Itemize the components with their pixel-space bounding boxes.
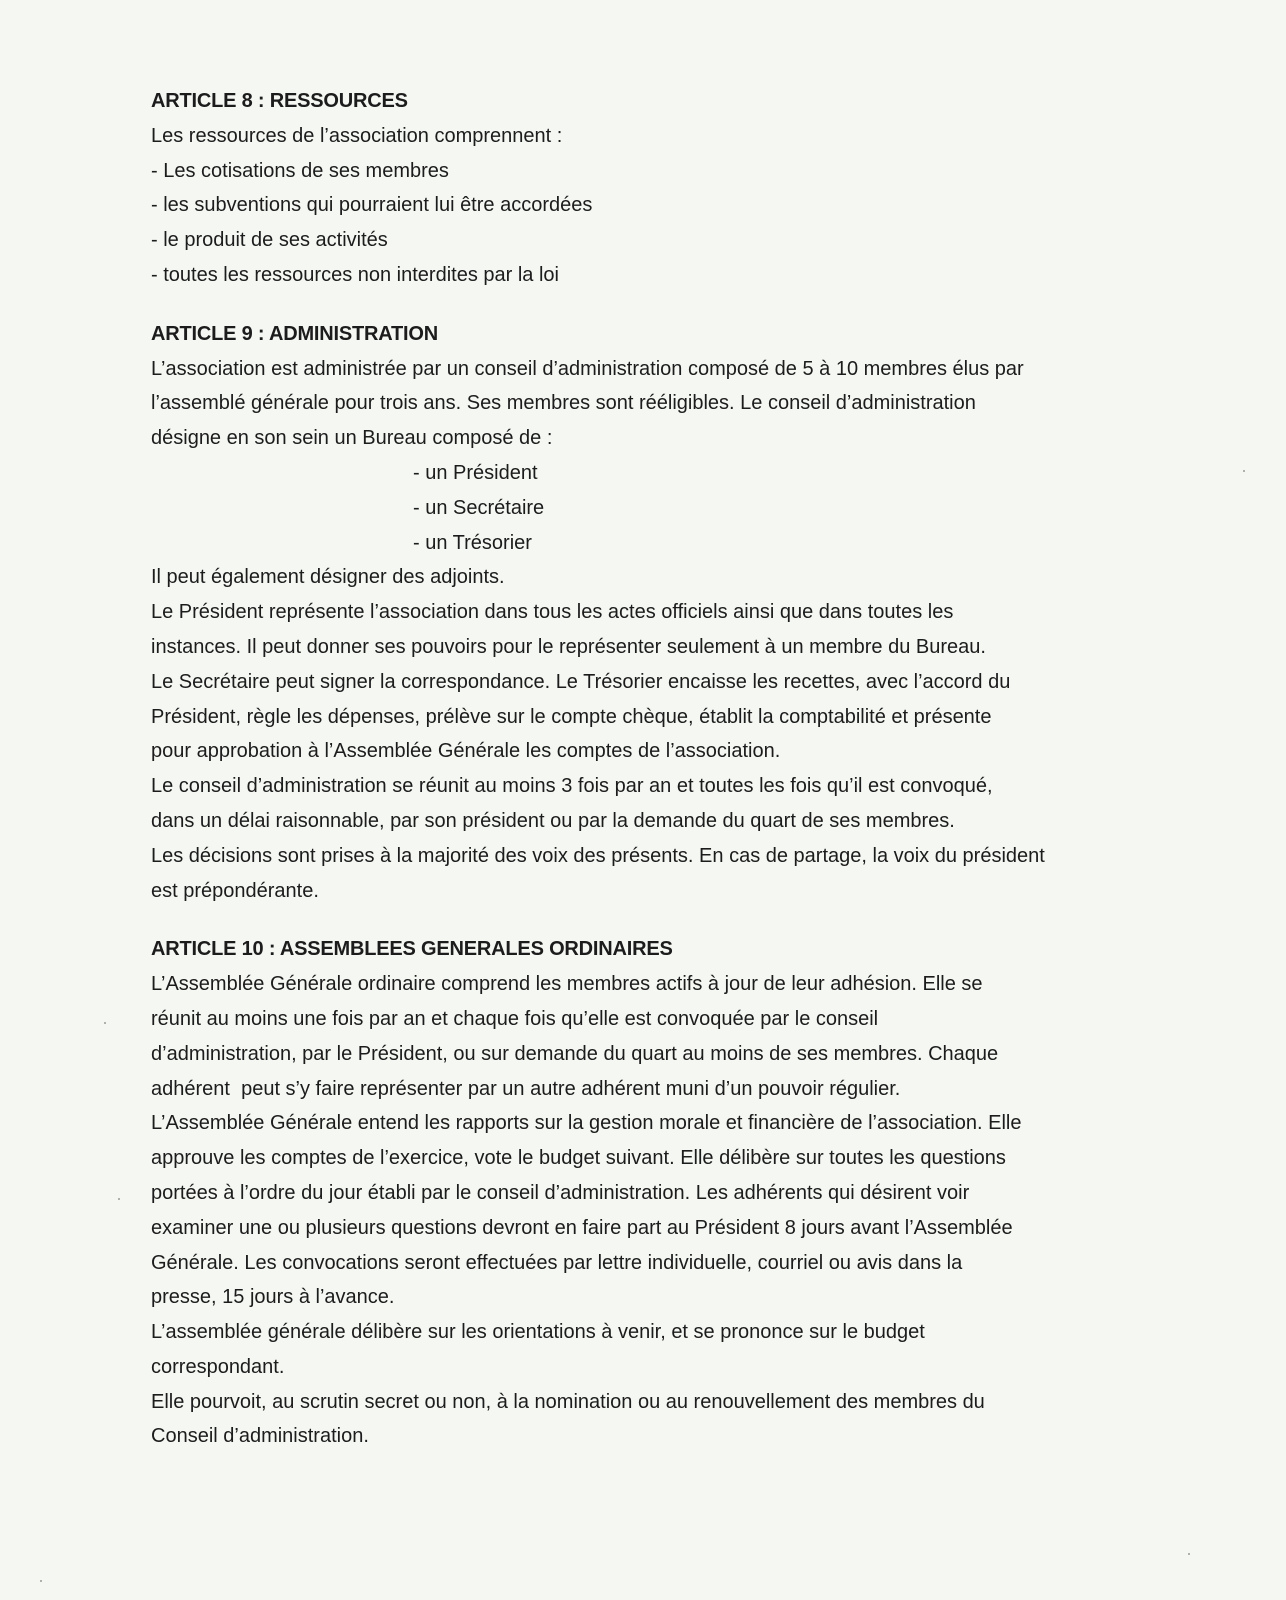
bureau-item: - un Secrétaire [413,496,545,519]
text-line: L’Assemblée Générale ordinaire comprend les membres actifs à jour de leur adhésion. Elle se [151,973,983,996]
scan-speck [1188,1553,1190,1555]
text-line: est prépondérante. [151,879,319,902]
article-8 [151,84,1161,293]
list-item: - le produit de ses activités [151,229,388,252]
text-line: Le conseil d’administration se réunit au moins 3 fois par an et toutes les fois qu’il est convoqué, [151,775,993,798]
list-item: - toutes les ressources non interdites par la loi [151,263,559,286]
section-gap [151,293,1161,317]
bureau-item: - un Trésorier [413,531,532,554]
text-line: L’Assemblée Générale entend les rapports sur la gestion morale et financière de l’association. Elle [151,1112,1022,1135]
list-item: - Les cotisations de ses membres [151,159,449,182]
text-line: Le Président représente l’association dans tous les actes officiels ainsi que dans toutes les [151,601,954,624]
text-line: correspondant. [151,1355,285,1378]
text-line: approuve les comptes de l’exercice, vote le budget suivant. Elle délibère sur toutes les questions [151,1147,1006,1170]
list-item: - les subventions qui pourraient lui être accordées [151,194,593,217]
scan-speck [1243,470,1245,472]
text-line: l’assemblé générale pour trois ans. Ses membres sont rééligibles. Le conseil d’administration [151,392,976,415]
text-line: Générale. Les convocations seront effectuées par lettre individuelle, courriel ou avis dans la [151,1251,963,1274]
scan-speck [40,1580,42,1582]
text-line: Président, règle les dépenses, prélève sur le compte chèque, établit la comptabilité et présente [151,705,992,728]
text-line: L’assemblée générale délibère sur les orientations à venir, et se prononce sur le budget [151,1321,925,1344]
text-line: L’association est administrée par un conseil d’administration composé de 5 à 10 membres élus par [151,357,1024,380]
article-heading: ARTICLE 10 : ASSEMBLEES GENERALES ORDINAIRES [151,938,673,961]
text-line: adhérent peut s’y faire représenter par un autre adhérent muni d’un pouvoir régulier. [151,1077,901,1100]
text-line: réunit au moins une fois par an et chaque fois qu’elle est convoquée par le conseil [151,1007,879,1030]
article-9 [151,317,1161,909]
section-gap [151,908,1161,932]
text-line: dans un délai raisonnable, par son président ou par la demande du quart de ses membres. [151,809,955,832]
bureau-item: - un Président [413,461,538,484]
text-line: d’administration, par le Président, ou sur demande du quart au moins de ses membres. Chaque [151,1042,999,1065]
article-heading: ARTICLE 9 : ADMINISTRATION [151,322,439,345]
text-line: désigne en son sein un Bureau composé de : [151,427,553,450]
text-line: Elle pourvoit, au scrutin secret ou non, à la nomination ou au renouvellement des membres du [151,1390,985,1413]
text-line: Les ressources de l’association comprennent : [151,124,563,147]
text-line: instances. Il peut donner ses pouvoirs pour le représenter seulement à un membre du Bureau. [151,635,986,658]
text-line: presse, 15 jours à l’avance. [151,1286,395,1309]
text-line: pour approbation à l’Assemblée Générale les comptes de l’association. [151,740,781,763]
text-line: Il peut également désigner des adjoints. [151,566,505,589]
scan-speck [118,1198,120,1200]
text-line: examiner une ou plusieurs questions devront en faire part au Président 8 jours avant l’Assemblée [151,1216,1013,1239]
scan-speck [104,1022,106,1024]
text-line: Le Secrétaire peut signer la correspondance. Le Trésorier encaisse les recettes, avec l’accord du [151,670,1011,693]
text-line: Les décisions sont prises à la majorité des voix des présents. En cas de partage, la voix du président [151,844,1045,867]
text-line: portées à l’ordre du jour établi par le conseil d’administration. Les adhérents qui désirent voir [151,1181,970,1204]
text-line: Conseil d’administration. [151,1425,369,1448]
document-body [151,84,1161,1454]
article-10 [151,932,1161,1454]
article-heading: ARTICLE 8 : RESSOURCES [151,90,408,112]
